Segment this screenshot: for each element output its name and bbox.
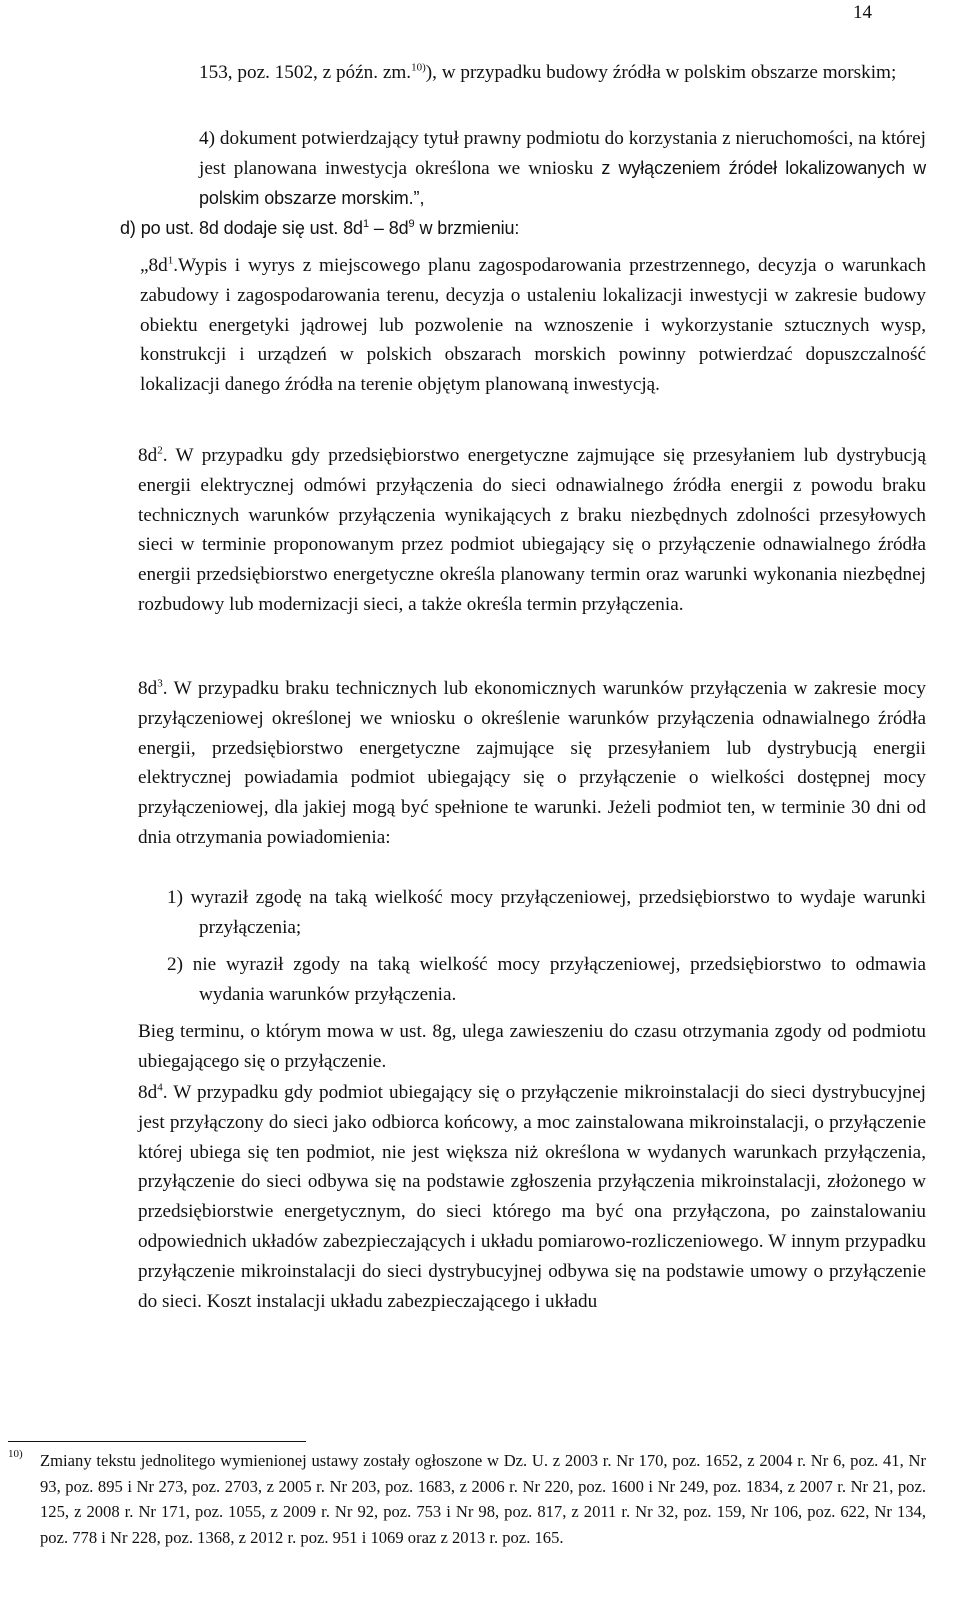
paragraph-8d4 [138, 1078, 926, 1316]
list-item-1-text: 1) wyraził zgodę na taką wielkość mocy przyłączeniowej, przedsiębiorstwo to wydaje warunki przyłączenia; [167, 887, 926, 938]
amendment-d-sup-2: 9 [408, 218, 415, 230]
paragraph-8d1-label: „8d [140, 255, 168, 276]
point-4-paragraph [199, 124, 926, 213]
paragraph-8d3 [138, 674, 926, 853]
list-item-2-text: 2) nie wyraził zgody na taką wielkość mocy przyłączeniowej, przedsiębiorstwo to odmawia wydania warunków przyłączenia. [167, 954, 926, 1005]
paragraph-8d3-closing: Bieg terminu, o którym mowa w ust. 8g, ulega zawieszeniu do czasu otrzymania zgody od podmiotu ubiegającego się o przyłączenie. [138, 1021, 926, 1072]
paragraph-8d3-text: . W przypadku braku technicznych lub ekonomicznych warunków przyłączenia w zakresie mocy przyłączeniowej określonej we wniosku o określenie warunków przyłączenia odnawialnego źródła energii, przedsiębiorstwo energetyczne zajmujące się przesyłaniem lub dystrybucją energii elektrycznej powiadamia podmiot ubiegający się o przyłączenie o wielkości dostępnej mocy przyłączeniowej, dla jakiej mogą być spełnione te warunki. Jeżeli podmiot ten, w terminie 30 dni od dnia otrzymania powiadomienia: [138, 678, 926, 848]
list-item [167, 883, 926, 943]
paragraph-8d4-label: 8d [138, 1082, 158, 1103]
paragraph-8d1 [140, 251, 926, 400]
footnote-divider [8, 1441, 306, 1442]
point-4-text: 4) dokument potwierdzający tytuł prawny podmiotu do korzystania z nieruchomości, na której jest planowana inwestycja określona we wniosku [199, 128, 926, 179]
amendment-d-sup-1: 1 [362, 218, 369, 230]
footnote-text: Zmiany tekstu jednolitego wymienionej ustawy zostały ogłoszone w Dz. U. z 2003 r. Nr 170, poz. 1652, z 2004 r. Nr 6, poz. 41, Nr 93, poz. 895 i Nr 273, poz. 2703, z 2005 r. Nr 203, poz. 1683, z 2006 r. Nr 220, poz. 1600 i Nr 249, poz. 1834, z 2007 r. Nr 21, poz. 125, z 2008 r. Nr 171, poz. 1055, z 2009 r. Nr 92, poz. 753 i Nr 98, poz. 817, z 2011 r. Nr 32, poz. 159, Nr 106, poz. 622, Nr 134, poz. 778 i Nr 228, poz. 1368, z 2012 r. poz. 951 i 1069 oraz z 2013 r. poz. 165. [40, 1451, 926, 1547]
footnote-reference: 10) [411, 61, 426, 74]
page-number: 14 [853, 2, 872, 23]
list-item [167, 950, 926, 1010]
paragraph-8d2-label: 8d [138, 445, 158, 466]
amendment-d-mid: – 8d [369, 218, 409, 238]
paragraph-8d2-sup: 2 [157, 444, 163, 457]
intro-text-start: 153, poz. 1502, z późn. zm. [199, 62, 412, 83]
amendment-d-start: d) po ust. 8d dodaje się ust. 8d [120, 218, 363, 238]
paragraph-8d2 [138, 441, 926, 620]
paragraph-8d4-sup: 4 [157, 1081, 163, 1094]
paragraph-8d2-text: . W przypadku gdy przedsiębiorstwo energetyczne zajmujące się przesyłaniem lub dystrybucją energii elektrycznej odmówi przyłączenia do sieci odnawialnego źródła energii z powodu braku technicznych warunków przyłączenia wynikających z braku niezbędnych zdolności przesyłowych sieci w terminie proponowanym przez podmiot ubiegający się o przyłączenie odnawialnego źródła energii przedsiębiorstwo energetyczne określa planowany termin oraz warunki wykonania niezbędnej rozbudowy lub modernizacji sieci, a także określa termin przyłączenia. [138, 445, 926, 615]
paragraph-8d3-sup: 3 [157, 677, 163, 690]
paragraph-8d1-text: .Wypis i wyrys z miejscowego planu zagospodarowania przestrzennego, decyzja o warunkach zabudowy i zagospodarowania terenu, decyzja o ustaleniu lokalizacji inwestycji w zakresie budowy obiektu energetyki jądrowej lub pozwolenie na wznoszenie i wykorzystanie sztucznych wysp, konstrukcji i urządzeń w polskich obszarach morskich powinny potwierdzać dopuszczalność lokalizacji danego źródła na terenie objętym planowaną inwestycją. [140, 255, 926, 396]
intro-text-end: ), w przypadku budowy źródła w polskim obszarze morskim; [425, 62, 897, 83]
amendment-d [120, 214, 926, 244]
footnote [8, 1448, 926, 1550]
intro-paragraph [199, 58, 926, 88]
point-4-sans-text: z wyłączeniem źródeł lokalizowanych w polskim obszarze morskim.”, [199, 157, 926, 208]
footnote-marker: 10) [8, 1448, 23, 1460]
amendment-d-end: w brzmieniu: [414, 218, 520, 238]
paragraph-8d4-text: . W przypadku gdy podmiot ubiegający się o przyłączenie mikroinstalacji do sieci dystrybucyjnej jest przyłączony do sieci jako odbiorca końcowy, a moc zainstalowana mikroinstalacji, o przyłączenie której ubiega się ten podmiot, nie jest większa niż określona w wydanych warunkach przyłączenia, przyłączenie do sieci odbywa się na podstawie zgłoszenia przyłączenia mikroinstalacji, złożonego w przedsiębiorstwie energetycznym, do sieci którego ma być ona przyłączona, po zainstalowaniu odpowiednich układów zabezpieczających i układu pomiarowo-rozliczeniowego. W innym przypadku przyłączenie mikroinstalacji do sieci dystrybucyjnej odbywa się na podstawie umowy o przyłączenie do sieci. Koszt instalacji układu zabezpieczającego i układu [138, 1082, 926, 1312]
paragraph-8d1-sup: 1 [167, 254, 174, 267]
paragraph-8d3-label: 8d [138, 678, 158, 699]
